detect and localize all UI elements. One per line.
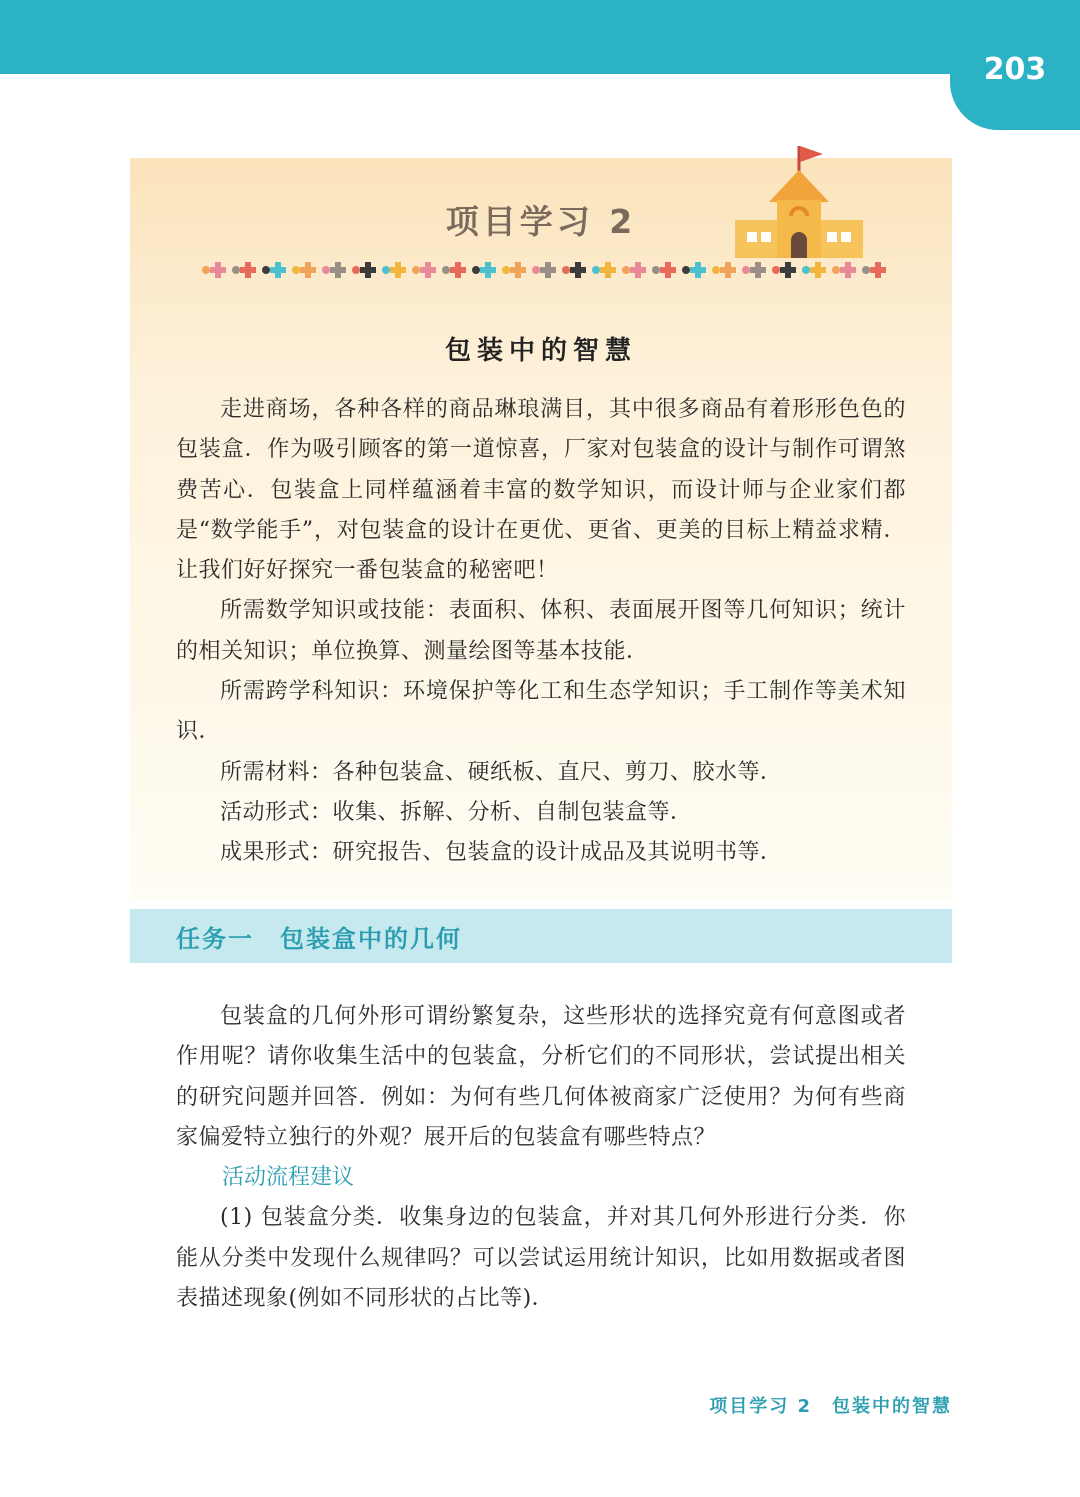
border-dot — [322, 266, 330, 274]
materials-paragraph: 所需材料：各种包装盒、硬纸板、直尺、剪刀、胶水等． — [220, 759, 783, 785]
border-dot — [382, 266, 390, 274]
border-cross — [840, 262, 856, 278]
border-cross — [690, 262, 706, 278]
task-paragraph: 包装盒的几何外形可谓纷繁复杂，这些形状的选择究竟有何意图或者作用呢？请你收集生活中的包装盒，分析它们的不同形状，尝试提出相关的研究问题并回答．例如：为何有些几何体被商家广泛使用？为何有些商家偏爱特立独行的外观？展开后的包装盒有哪些特点？ — [176, 1004, 906, 1150]
border-cross — [240, 262, 256, 278]
border-dot — [862, 266, 870, 274]
border-dot — [682, 266, 690, 274]
project-intro — [176, 390, 906, 874]
page-number: 203 — [983, 52, 1047, 87]
border-dot — [592, 266, 600, 274]
border-dot — [262, 266, 270, 274]
decorative-dot-border — [200, 254, 890, 286]
border-cross — [870, 262, 886, 278]
task-body — [176, 997, 906, 1319]
border-cross — [660, 262, 676, 278]
border-cross — [540, 262, 556, 278]
border-cross — [360, 262, 376, 278]
border-dot — [442, 266, 450, 274]
border-cross — [510, 262, 526, 278]
border-cross — [210, 262, 226, 278]
top-color-bar — [0, 0, 1080, 74]
border-cross — [780, 262, 796, 278]
activity-suggestion-heading: 活动流程建议 — [222, 1165, 355, 1191]
page-number-tab — [950, 0, 1080, 130]
border-cross — [810, 262, 826, 278]
border-cross — [390, 262, 406, 278]
border-cross — [450, 262, 466, 278]
main-title: 包装中的智慧 — [444, 336, 637, 366]
task-title: 任务一 包装盒中的几何 — [176, 925, 462, 953]
task-heading-bar — [130, 909, 952, 963]
border-dot — [472, 266, 480, 274]
border-dot — [832, 266, 840, 274]
project-header: 项目学习 2 — [445, 202, 637, 241]
interdisciplinary-paragraph: 所需跨学科知识：环境保护等化工和生态学知识；手工制作等美术知识． — [176, 679, 906, 745]
border-dot — [412, 266, 420, 274]
border-dot — [622, 266, 630, 274]
math-skills-paragraph: 所需数学知识或技能：表面积、体积、表面展开图等几何知识；统计的相关知识；单位换算、测量绘图等基本技能． — [176, 598, 906, 664]
border-dot — [502, 266, 510, 274]
outcome-form-paragraph: 成果形式：研究报告、包装盒的设计成品及其说明书等． — [220, 840, 783, 866]
border-dot — [232, 266, 240, 274]
border-cross — [630, 262, 646, 278]
intro-paragraph: 走进商场，各种各样的商品琳琅满目，其中很多商品有着形形色色的包装盒．作为吸引顾客的第一道惊喜，厂家对包装盒的设计与制作可谓煞费苦心．包装盒上同样蕴涵着丰富的数学知识，而设计师与企业家们都是“数学能手”，对包装盒的设计在更优、更省、更美的目标上精益求精．让我们好好探究一番包装盒的秘密吧！ — [176, 397, 906, 584]
border-cross — [420, 262, 436, 278]
border-dot — [652, 266, 660, 274]
activity-form-paragraph: 活动形式：收集、拆解、分析、自制包装盒等． — [220, 799, 693, 825]
border-cross — [330, 262, 346, 278]
project-intro-box — [130, 158, 952, 900]
border-cross — [750, 262, 766, 278]
border-dot — [772, 266, 780, 274]
border-dot — [292, 266, 300, 274]
border-cross — [300, 262, 316, 278]
border-cross — [720, 262, 736, 278]
border-dot — [802, 266, 810, 274]
border-dot — [562, 266, 570, 274]
running-footer-title: 项目学习 2 包装中的智慧 — [709, 1396, 952, 1417]
border-cross — [570, 262, 586, 278]
border-cross — [600, 262, 616, 278]
border-dot — [202, 266, 210, 274]
border-dot — [712, 266, 720, 274]
border-dot — [532, 266, 540, 274]
border-dot — [352, 266, 360, 274]
step-1-paragraph: (1) 包装盒分类．收集身边的包装盒，并对其几何外形进行分类．你能从分类中发现什么规律吗？可以尝试运用统计知识，比如用数据或者图表描述现象(例如不同形状的占比等)． — [176, 1205, 906, 1312]
border-cross — [480, 262, 496, 278]
border-cross — [270, 262, 286, 278]
border-dot — [742, 266, 750, 274]
